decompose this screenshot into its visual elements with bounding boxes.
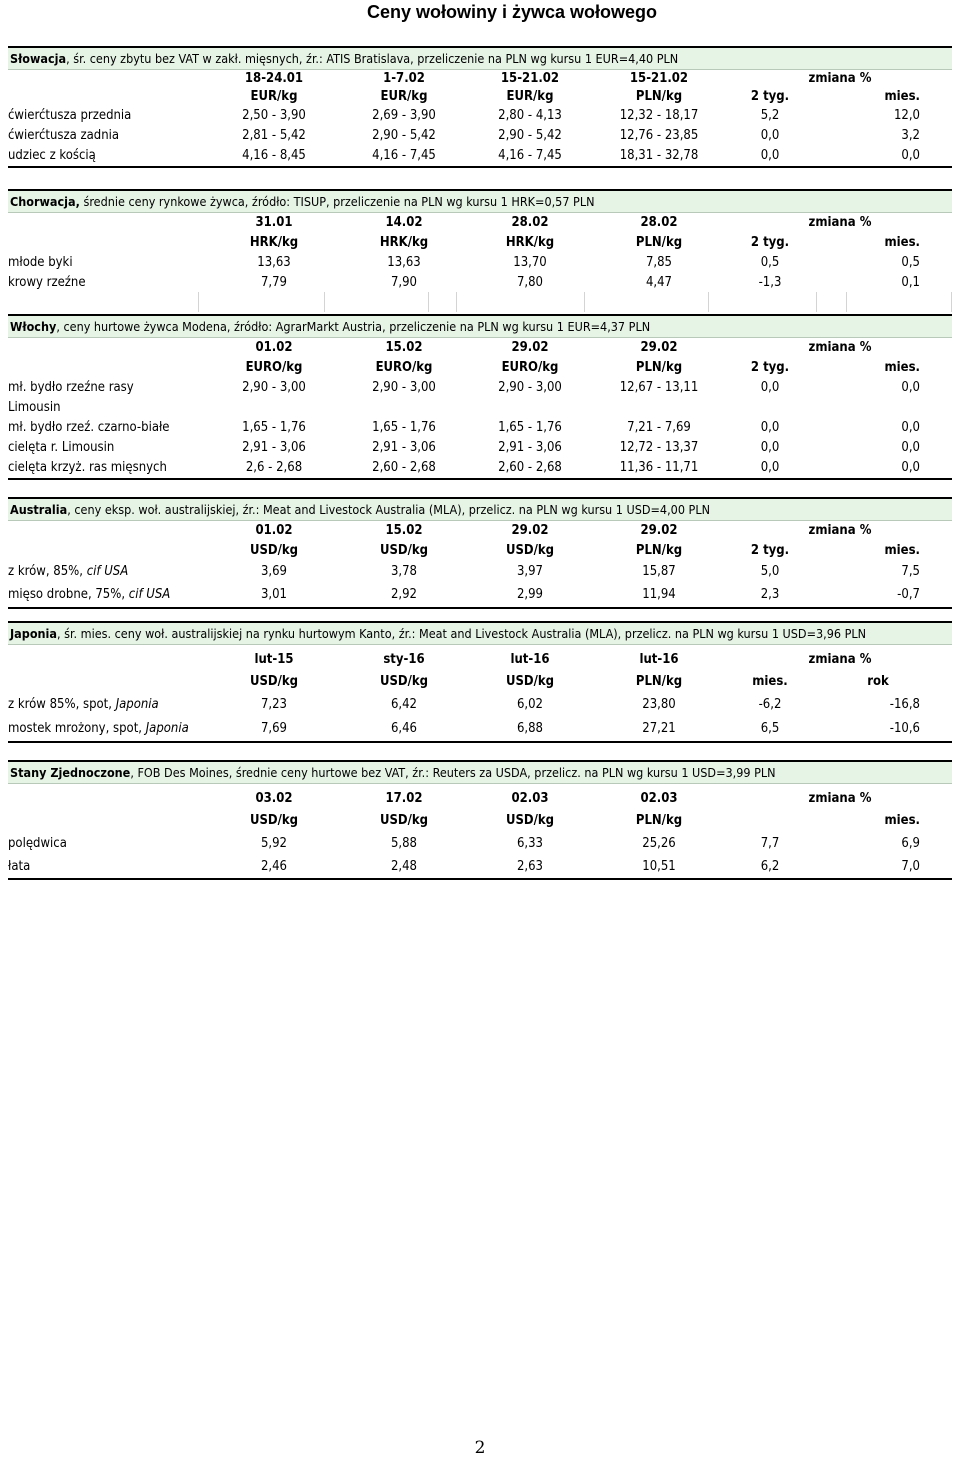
row-label: [8, 693, 159, 717]
section-header: [8, 314, 952, 338]
value-4: 12,76 - 23,85: [619, 128, 699, 143]
change-header: zmiana %: [808, 523, 872, 538]
date-header-row: [8, 649, 952, 671]
date-col-4: 29.02: [640, 340, 678, 355]
value-2: 3,78: [390, 564, 418, 579]
value-3: 6,33: [516, 836, 544, 851]
value-4: 7,85: [645, 255, 673, 270]
unit-col-4: PLN/kg: [635, 674, 683, 689]
date-col-2: 15.02: [385, 523, 423, 538]
value-1: 2,81 - 5,42: [242, 128, 306, 143]
change-m: 7,0: [901, 859, 920, 874]
change-m: 12,0: [893, 108, 920, 123]
section-description: średnie ceny rynkowe żywca, źródło: TISUP, przeliczenie na PLN wg kursu 1 HRK=0,57 PLN: [79, 194, 595, 209]
change-2w: 0,0: [760, 440, 780, 455]
value-4: 25,26: [642, 836, 676, 851]
value-2: 2,90 - 3,00: [372, 380, 436, 395]
table-row: [8, 693, 952, 717]
table-row: [8, 458, 952, 480]
country-name: Australia: [10, 502, 68, 517]
table-row: [8, 273, 952, 293]
section-description: , śr. mies. ceny woł. australijskiej na rynku hurtowym Kanto, źr.: Meat and Livestock Australia (MLA), przelicz. na PLN wg kursu 1 USD=3,96 PLN: [57, 626, 867, 641]
unit-header-row: [8, 671, 952, 693]
row-label: cielęta r. Limousin: [8, 440, 115, 455]
table-row: [8, 856, 952, 880]
section-australia: [8, 497, 952, 609]
unit-col-3: USD/kg: [505, 543, 555, 558]
section-header: [8, 189, 952, 213]
value-4: 4,47: [645, 275, 673, 290]
unit-col-3: EURO/kg: [501, 360, 559, 375]
unit-col-1: USD/kg: [249, 674, 299, 689]
value-2: 5,88: [390, 836, 418, 851]
change-m: 0,0: [901, 380, 920, 395]
change-m: 6,9: [901, 836, 920, 851]
change-m: 3,2: [901, 128, 920, 143]
table-row: [8, 583, 952, 609]
value-4: 12,32 - 18,17: [619, 108, 699, 123]
unit-col-1: USD/kg: [249, 813, 299, 828]
grid-line: [456, 292, 457, 312]
date-col-2: 15.02: [385, 340, 423, 355]
value-1: 1,65 - 1,76: [242, 420, 306, 435]
unit-col-3: EUR/kg: [506, 89, 554, 104]
value-2: 7,90: [390, 275, 418, 290]
unit-col-6: mies.: [884, 543, 920, 558]
row-label: mł. bydło rzeź. czarno-białe: [8, 420, 170, 435]
row-label: krowy rzeźne: [8, 275, 86, 290]
table-row: [8, 253, 952, 273]
row-label: ćwierćtusza zadnia: [8, 128, 120, 143]
grid-line: [816, 292, 817, 312]
row-label: [8, 561, 128, 583]
value-1: 2,91 - 3,06: [242, 440, 306, 455]
page-title: Ceny wołowiny i żywca wołowego: [366, 2, 658, 22]
date-col-1: 03.02: [255, 791, 293, 806]
change-m: 0,0: [901, 148, 920, 163]
empty-grid-row: [8, 292, 952, 312]
change-header: zmiana %: [808, 71, 872, 86]
date-col-4: 15-21.02: [629, 71, 689, 86]
row-label: cielęta krzyż. ras mięsnych: [8, 460, 167, 475]
unit-col-6: mies.: [884, 235, 920, 250]
grid-line: [428, 292, 429, 312]
unit-header-row: [8, 810, 952, 832]
section-description: , ceny eksp. woł. australijskiej, źr.: Meat and Livestock Australia (MLA), przelicz. na PLN wg kursu 1 USD=4,00 PLN: [67, 502, 710, 517]
section-description: , FOB Des Moines, średnie ceny hurtowe bez VAT, źr.: Reuters za USDA, przelicz. na PLN wg kursu 1 USD=3,99 PLN: [130, 765, 776, 780]
country-name: Słowacja: [10, 51, 67, 66]
date-col-4: 02.03: [640, 791, 678, 806]
unit-col-1: HRK/kg: [249, 235, 299, 250]
change-2w: -6,2: [758, 697, 782, 712]
value-4: 12,67 - 13,11: [619, 380, 699, 395]
date-col-4: lut-16: [639, 652, 679, 667]
grid-line: [951, 292, 952, 312]
section-italy: [8, 314, 952, 480]
unit-col-2: USD/kg: [379, 813, 429, 828]
value-3: 2,91 - 3,06: [498, 440, 562, 455]
unit-col-2: HRK/kg: [379, 235, 429, 250]
section-header: [8, 760, 952, 784]
row-label: [8, 717, 189, 741]
section-header: [8, 497, 952, 521]
date-col-3: 15-21.02: [500, 71, 560, 86]
date-col-2: 14.02: [385, 215, 423, 230]
unit-col-6: mies.: [884, 813, 920, 828]
value-2: 2,90 - 5,42: [372, 128, 436, 143]
value-2: 2,92: [390, 587, 418, 602]
value-2: 1,65 - 1,76: [372, 420, 436, 435]
grid-line: [708, 292, 709, 312]
value-3: 1,65 - 1,76: [498, 420, 562, 435]
change-2w: 0,0: [760, 420, 780, 435]
change-m: 7,5: [901, 564, 920, 579]
change-m: 0,0: [901, 440, 920, 455]
value-1: 5,92: [260, 836, 288, 851]
value-1: 7,69: [260, 721, 288, 736]
row-label-italic: cif USA: [128, 587, 171, 602]
value-1: 13,63: [257, 255, 291, 270]
value-1: 2,50 - 3,90: [242, 108, 306, 123]
value-3: 13,70: [513, 255, 547, 270]
change-2w: 5,2: [760, 108, 780, 123]
row-label: łata: [8, 859, 31, 874]
value-1: 7,79: [260, 275, 288, 290]
section-header: [8, 46, 952, 70]
section-croatia: [8, 189, 952, 293]
section-header: [8, 621, 952, 645]
table-row: [8, 832, 952, 856]
date-col-3: 29.02: [511, 523, 549, 538]
page-number: 2: [474, 1438, 486, 1458]
date-col-4: 28.02: [640, 215, 678, 230]
date-col-3: 02.03: [511, 791, 549, 806]
grid-line: [198, 292, 199, 312]
row-label-italic: cif USA: [86, 564, 129, 579]
unit-col-5: 2 tyg.: [750, 543, 790, 558]
unit-col-5: 2 tyg.: [750, 360, 790, 375]
date-header-row: [8, 213, 952, 233]
table-row: [8, 378, 952, 398]
date-col-1: lut-15: [254, 652, 294, 667]
change-2w: 0,0: [760, 148, 780, 163]
unit-col-1: EURO/kg: [245, 360, 303, 375]
change-2w: 6,2: [760, 859, 780, 874]
unit-col-6: mies.: [884, 360, 920, 375]
change-2w: 0,0: [760, 460, 780, 475]
grid-line: [324, 292, 325, 312]
date-col-2: 17.02: [385, 791, 423, 806]
value-3: 2,90 - 5,42: [498, 128, 562, 143]
unit-col-2: EUR/kg: [380, 89, 428, 104]
row-label: mł. bydło rzeźne rasy: [8, 380, 134, 395]
change-2w: 0,0: [760, 128, 780, 143]
change-header: zmiana %: [808, 652, 872, 667]
country-name: Japonia: [10, 626, 57, 641]
table-row: [8, 561, 952, 583]
unit-col-4: PLN/kg: [635, 543, 683, 558]
unit-col-2: USD/kg: [379, 543, 429, 558]
change-2w: 6,5: [760, 721, 780, 736]
unit-header-row: [8, 541, 952, 561]
unit-col-2: USD/kg: [379, 674, 429, 689]
row-label: ćwierćtusza przednia: [8, 108, 132, 123]
row-label-text: z krów, 85%,: [8, 564, 87, 579]
value-2: 2,69 - 3,90: [372, 108, 436, 123]
change-m: 0,0: [901, 460, 920, 475]
change-m: 0,5: [901, 255, 920, 270]
date-header-row: [8, 338, 952, 358]
value-3: 2,90 - 3,00: [498, 380, 562, 395]
row-label-text: z krów 85%, spot,: [8, 697, 116, 712]
row-label: Limousin: [8, 400, 61, 415]
row-label-text: mięso drobne, 75%,: [8, 587, 129, 602]
unit-col-3: USD/kg: [505, 813, 555, 828]
table-row: [8, 398, 952, 418]
unit-col-3: USD/kg: [505, 674, 555, 689]
date-col-3: lut-16: [510, 652, 550, 667]
row-label-italic: Japonia: [115, 697, 159, 712]
change-m: -0,7: [897, 587, 920, 602]
unit-header-row: [8, 233, 952, 253]
date-col-4: 29.02: [640, 523, 678, 538]
value-1: 2,46: [260, 859, 288, 874]
value-4: 27,21: [642, 721, 676, 736]
value-3: 2,60 - 2,68: [498, 460, 562, 475]
value-2: 2,48: [390, 859, 418, 874]
value-3: 3,97: [516, 564, 544, 579]
date-col-2: sty-16: [383, 652, 425, 667]
country-name: Chorwacja,: [10, 194, 80, 209]
row-label: młode byki: [8, 255, 73, 270]
change-header: zmiana %: [808, 215, 872, 230]
unit-col-5: 2 tyg.: [750, 235, 790, 250]
unit-col-1: EUR/kg: [250, 89, 298, 104]
value-2: 6,42: [390, 697, 418, 712]
value-4: 18,31 - 32,78: [619, 148, 699, 163]
row-label: [8, 583, 170, 607]
date-col-3: 29.02: [511, 340, 549, 355]
date-col-1: 01.02: [255, 523, 293, 538]
date-col-3: 28.02: [511, 215, 549, 230]
value-3: 6,88: [516, 721, 544, 736]
change-2w: -1,3: [758, 275, 782, 290]
date-col-1: 31.01: [255, 215, 293, 230]
change-2w: 2,3: [760, 587, 780, 602]
unit-col-4: PLN/kg: [635, 813, 683, 828]
unit-header-row: [8, 88, 952, 106]
section-description: , ceny hurtowe żywca Modena, źródło: AgrarMarkt Austria, przeliczenie na PLN wg kursu 1 EUR=4,37 PLN: [56, 319, 651, 334]
value-1: 3,01: [260, 587, 288, 602]
value-2: 13,63: [387, 255, 421, 270]
unit-col-6: mies.: [884, 89, 920, 104]
unit-header-row: [8, 358, 952, 378]
change-header: zmiana %: [808, 340, 872, 355]
value-3: 6,02: [516, 697, 544, 712]
unit-col-2: EURO/kg: [375, 360, 433, 375]
row-label-text: mostek mrożony, spot,: [8, 721, 146, 736]
value-2: 2,91 - 3,06: [372, 440, 436, 455]
table-row: [8, 126, 952, 146]
grid-line: [846, 292, 847, 312]
change-m: 0,0: [901, 420, 920, 435]
value-4: 11,94: [642, 587, 676, 602]
value-4: 23,80: [642, 697, 676, 712]
value-1: 2,90 - 3,00: [242, 380, 306, 395]
country-name: Włochy: [10, 319, 57, 334]
section-slovakia: [8, 46, 952, 168]
change-2w: 5,0: [760, 564, 780, 579]
value-3: 2,63: [516, 859, 544, 874]
change-2w: 0,0: [760, 380, 780, 395]
value-1: 3,69: [260, 564, 288, 579]
change-2w: 0,5: [760, 255, 780, 270]
value-3: 7,80: [516, 275, 544, 290]
value-4: 11,36 - 11,71: [619, 460, 699, 475]
value-4: 12,72 - 13,37: [619, 440, 699, 455]
value-3: 4,16 - 7,45: [498, 148, 562, 163]
change-m: -10,6: [889, 721, 920, 736]
row-label: polędwica: [8, 836, 67, 851]
table-row: [8, 106, 952, 126]
change-header: zmiana %: [808, 791, 872, 806]
unit-col-4: PLN/kg: [635, 360, 683, 375]
value-1: 2,6 - 2,68: [245, 460, 303, 475]
grid-line: [584, 292, 585, 312]
section-description: , śr. ceny zbytu bez VAT w zakł. mięsnych, źr.: ATIS Bratislava, przeliczenie na PLN wg kursu 1 EUR=4,40 PLN: [66, 51, 679, 66]
value-1: 7,23: [260, 697, 288, 712]
value-2: 2,60 - 2,68: [372, 460, 436, 475]
table-row: [8, 717, 952, 743]
date-header-row: [8, 70, 952, 88]
row-label: udziec z kością: [8, 148, 96, 163]
row-label-italic: Japonia: [145, 721, 189, 736]
unit-col-5: mies.: [752, 674, 788, 689]
table-row: [8, 438, 952, 458]
table-row: [8, 146, 952, 168]
value-4: 7,21 - 7,69: [627, 420, 691, 435]
date-col-1: 18-24.01: [244, 71, 304, 86]
date-col-2: 1-7.02: [383, 71, 425, 86]
value-4: 10,51: [642, 859, 676, 874]
unit-col-4: PLN/kg: [635, 89, 683, 104]
unit-col-3: HRK/kg: [505, 235, 555, 250]
country-name: Stany Zjednoczone: [10, 765, 131, 780]
value-1: 4,16 - 8,45: [242, 148, 306, 163]
section-usa: [8, 760, 952, 880]
section-japan: [8, 621, 952, 743]
table-row: [8, 418, 952, 438]
unit-col-5: 2 tyg.: [750, 89, 790, 104]
unit-col-1: USD/kg: [249, 543, 299, 558]
change-m: -16,8: [889, 697, 920, 712]
value-2: 6,46: [390, 721, 418, 736]
date-header-row: [8, 521, 952, 541]
change-m: 0,1: [901, 275, 920, 290]
date-col-1: 01.02: [255, 340, 293, 355]
value-3: 2,99: [516, 587, 544, 602]
value-2: 4,16 - 7,45: [372, 148, 436, 163]
unit-col-6: rok: [867, 674, 889, 689]
value-3: 2,80 - 4,13: [498, 108, 562, 123]
unit-col-4: PLN/kg: [635, 235, 683, 250]
value-4: 15,87: [642, 564, 676, 579]
date-header-row: [8, 788, 952, 810]
change-2w: 7,7: [760, 836, 780, 851]
